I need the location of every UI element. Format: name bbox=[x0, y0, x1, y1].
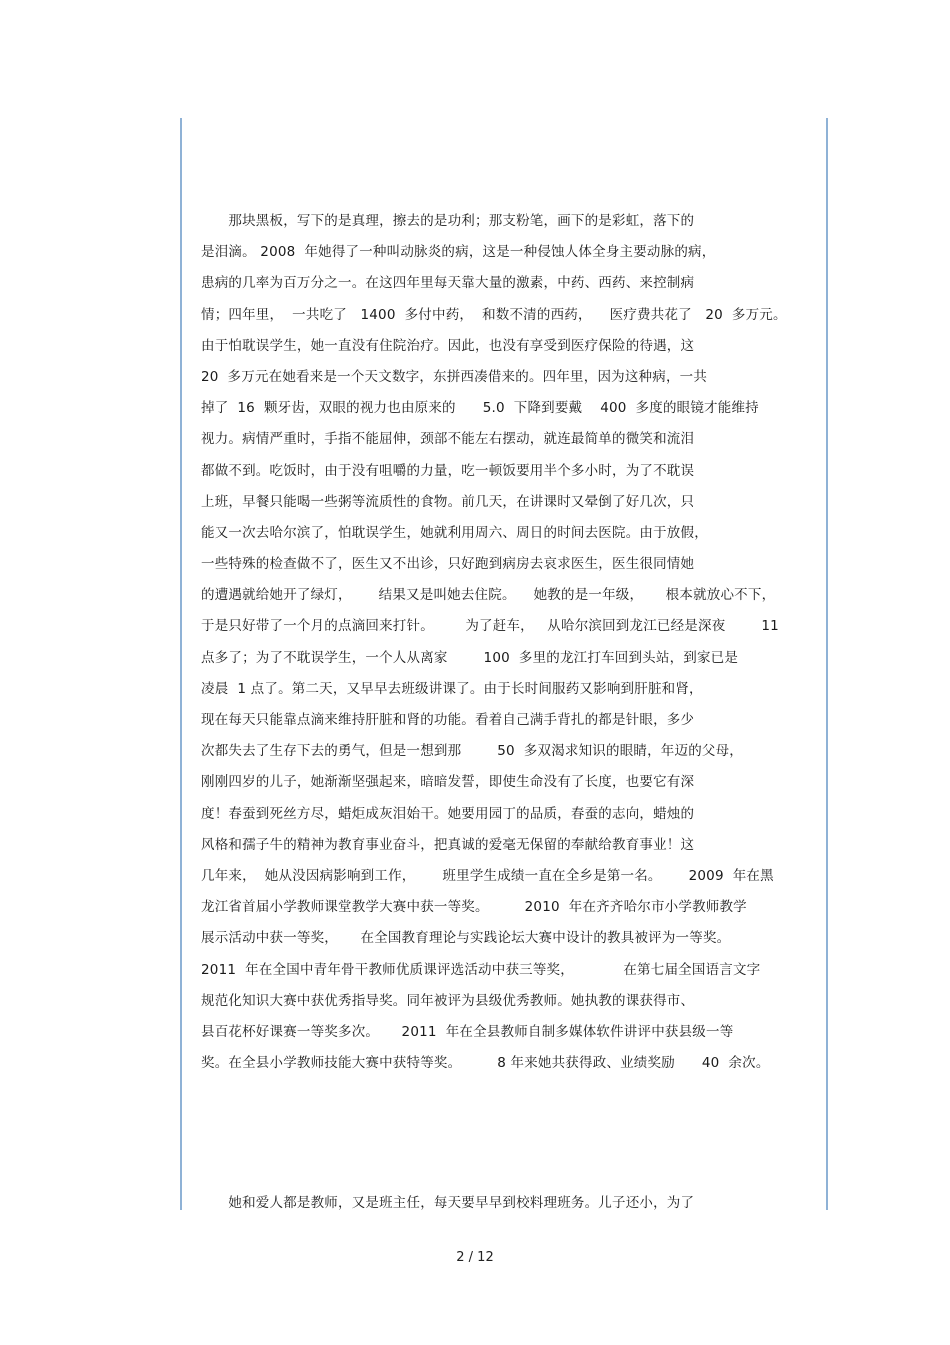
text-line: 都做不到。吃饭时，由于没有咀嚼的力量，吃一顿饭要用半个多小时，为了不耽误 bbox=[201, 462, 695, 479]
text-line: 是泪滴。 2008 年她得了一种叫动脉炎的病，这是一种侵蚀人体全身主要动脉的病， bbox=[201, 244, 716, 261]
text-line: 度！春蚕到死丝方尽，蜡炬成灰泪始干。她要用园丁的品质，春蚕的志向，蜡烛的 bbox=[201, 805, 695, 822]
text-line: 县百花杯好课赛一等奖多次。 2011 年在全县教师自制多媒体软件讲评中获县级一等 bbox=[201, 1023, 734, 1040]
text-line: 患病的几率为百万分之一。在这四年里每天靠大量的激素，中药、西药、来控制病 bbox=[201, 275, 695, 292]
page-number: 2 / 12 bbox=[456, 1250, 494, 1265]
left-margin-rule bbox=[180, 118, 182, 1210]
text-line: 由于怕耽误学生，她一直没有住院治疗。因此，也没有享受到医疗保险的待遇，这 bbox=[201, 337, 695, 354]
text-line: 情；四年里， 一共吃了 1400 多付中药， 和数不清的西药， 医疗费共花了 20 多万元。 bbox=[201, 306, 787, 323]
text-line: 刚刚四岁的儿子，她渐渐坚强起来，暗暗发誓，即使生命没有了长度，也要它有深 bbox=[201, 774, 695, 791]
text-line: 能又一次去哈尔滨了，怕耽误学生，她就利用周六、周日的时间去医院。由于放假， bbox=[201, 524, 708, 541]
text-line: 于是只好带了一个月的点滴回来打针。 为了赶车， 从哈尔滨回到龙江已经是深夜 11 bbox=[201, 618, 779, 635]
text-line: 现在每天只能靠点滴来维持肝脏和肾的功能。看着自己满手背扎的都是针眼，多少 bbox=[201, 712, 695, 728]
body-paragraph-1 bbox=[201, 206, 813, 1079]
text-line: 奖。在全县小学教师技能大赛中获特等奖。 8 年来她共获得政、业绩奖励 40 余次。 bbox=[201, 1055, 770, 1072]
text-line: 规范化知识大赛中获优秀指导奖。同年被评为县级优秀教师。她执教的课获得市、 bbox=[201, 992, 695, 1009]
text-line: 20 多万元在她看来是一个天文数字，东拼西凑借来的。四年里，因为这种病，一共 bbox=[201, 368, 708, 385]
text-line: 视力。病情严重时，手指不能屈伸，颈部不能左右摆动，就连最简单的微笑和流泪 bbox=[201, 431, 695, 448]
text-line: 的遭遇就给她开了绿灯， 结果又是叫她去住院。 她教的是一年级， 根本就放心不下， bbox=[201, 587, 776, 604]
text-line: 展示活动中获一等奖， 在全国教育理论与实践论坛大赛中设计的教具被评为一等奖。 bbox=[201, 930, 731, 947]
text-line: 龙江省首届小学教师课堂教学大赛中获一等奖。 2010 年在齐齐哈尔市小学教师教学 bbox=[201, 899, 747, 916]
text-line: 2011 年在全国中青年骨干教师优质课评选活动中获三等奖， 在第七届全国语言文字 bbox=[201, 961, 761, 978]
text-line: 点多了；为了不耽误学生，一个人从离家 100 多里的龙江打车回到头站，到家已是 bbox=[201, 649, 739, 666]
text-line: 几年来， 她从没因病影响到工作， 班里学生成绩一直在全乡是第一名。 2009 年在黑 bbox=[201, 867, 774, 884]
text-line: 那块黑板，写下的是真理，擦去的是功利；那支粉笔，画下的是彩虹，落下的 bbox=[201, 213, 695, 229]
text-line: 次都失去了生存下去的勇气，但是一想到那 50 多双渴求知识的眼睛，年迈的父母， bbox=[201, 743, 743, 760]
text-line: 掉了 16 颗牙齿，双眼的视力也由原来的 5.0 下降到要戴 400 多度的眼镜才能维持 bbox=[201, 400, 759, 417]
body-paragraph-2 bbox=[201, 1188, 813, 1219]
text-line: 凌晨 1 点了。第二天，又早早去班级讲课了。由于长时间服药又影响到肝脏和肾， bbox=[201, 680, 703, 697]
right-margin-rule bbox=[826, 118, 828, 1210]
text-line: 她和爱人都是教师，又是班主任，每天要早早到校料理班务。儿子还小，为了 bbox=[201, 1195, 695, 1211]
text-line: 上班，早餐只能喝一些粥等流质性的食物。前几天，在讲课时又晕倒了好几次，只 bbox=[201, 493, 695, 510]
text-line: 一些特殊的检查做不了，医生又不出诊，只好跑到病房去哀求医生，医生很同情她 bbox=[201, 556, 695, 573]
text-line: 风格和孺子牛的精神为教育事业奋斗，把真诚的爱毫无保留的奉献给教育事业！这 bbox=[201, 836, 695, 853]
